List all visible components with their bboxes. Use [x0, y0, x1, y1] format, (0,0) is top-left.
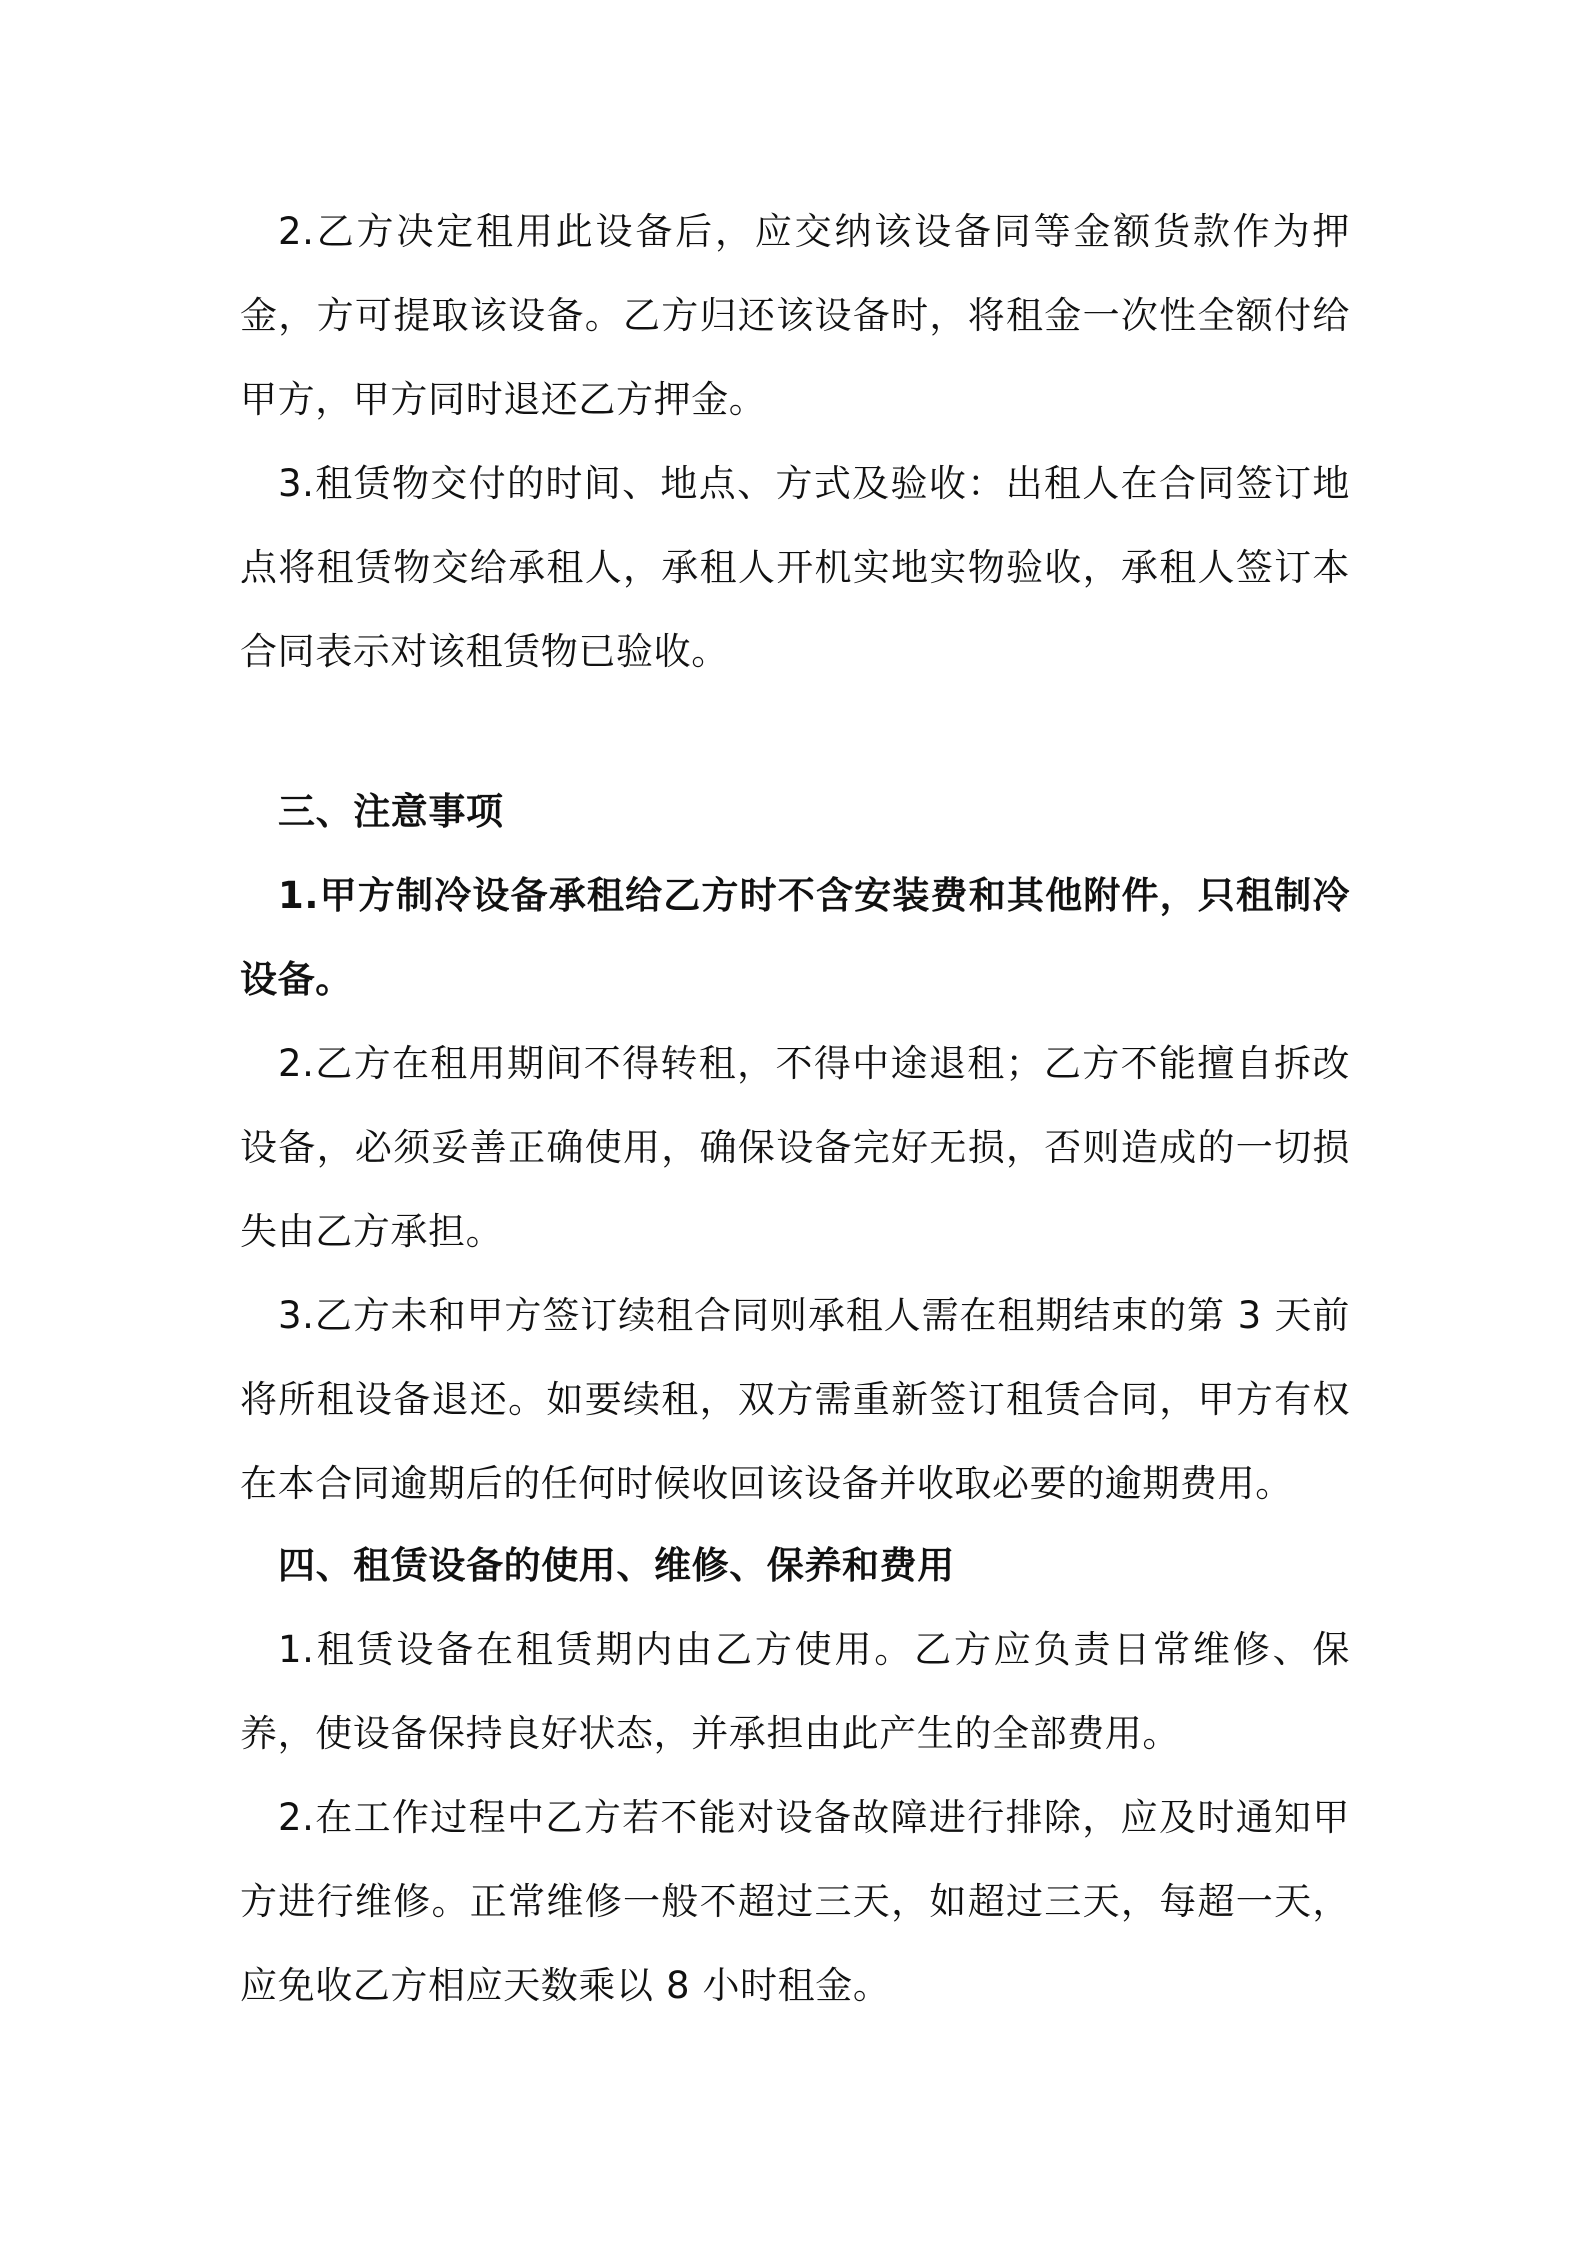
section3-item-2: 2.乙方在租用期间不得转租，不得中途退租；乙方不能擅自拆改设备，必须妥善正确使用，确保设备完好无损，否则造成的一切损失由乙方承担。: [240, 1042, 1350, 1253]
section2-item-2: 2.乙方决定租用此设备后，应交纳该设备同等金额货款作为押金，方可提取该设备。乙方归还该设备时，将租金一次性全额付给甲方，甲方同时退还乙方押金。: [240, 210, 1350, 421]
section4-item-1: 1.租赁设备在租赁期内由乙方使用。乙方应负责日常维修、保养，使设备保持良好状态，并承担由此产生的全部费用。: [240, 1628, 1350, 1755]
section3-item-1: 1.甲方制冷设备承租给乙方时不含安装费和其他附件，只租制冷设备。: [240, 874, 1350, 1001]
section3-item-3: 3.乙方未和甲方签订续租合同则承租人需在租期结束的第 3 天前将所租设备退还。如要续租，双方需重新签订租赁合同，甲方有权在本合同逾期后的任何时候收回该设备并收取必要的逾期费用。: [240, 1294, 1350, 1505]
section4: [240, 1524, 1350, 2028]
section4-item-2: 2.在工作过程中乙方若不能对设备故障进行排除，应及时通知甲方进行维修。正常维修一般不超过三天，如超过三天，每超一天，应免收乙方相应天数乘以 8 小时租金。: [240, 1796, 1350, 2007]
section3-heading: 三、注意事项: [278, 790, 504, 833]
section4-heading: 四、租赁设备的使用、维修、保养和费用: [278, 1544, 955, 1587]
section2-item-3: 3.租赁物交付的时间、地点、方式及验收：出租人在合同签订地点将租赁物交给承租人，承租人开机实地实物验收，承租人签订本合同表示对该租赁物已验收。: [240, 462, 1350, 673]
section3: [240, 770, 1350, 1526]
section2-items: [240, 190, 1350, 694]
